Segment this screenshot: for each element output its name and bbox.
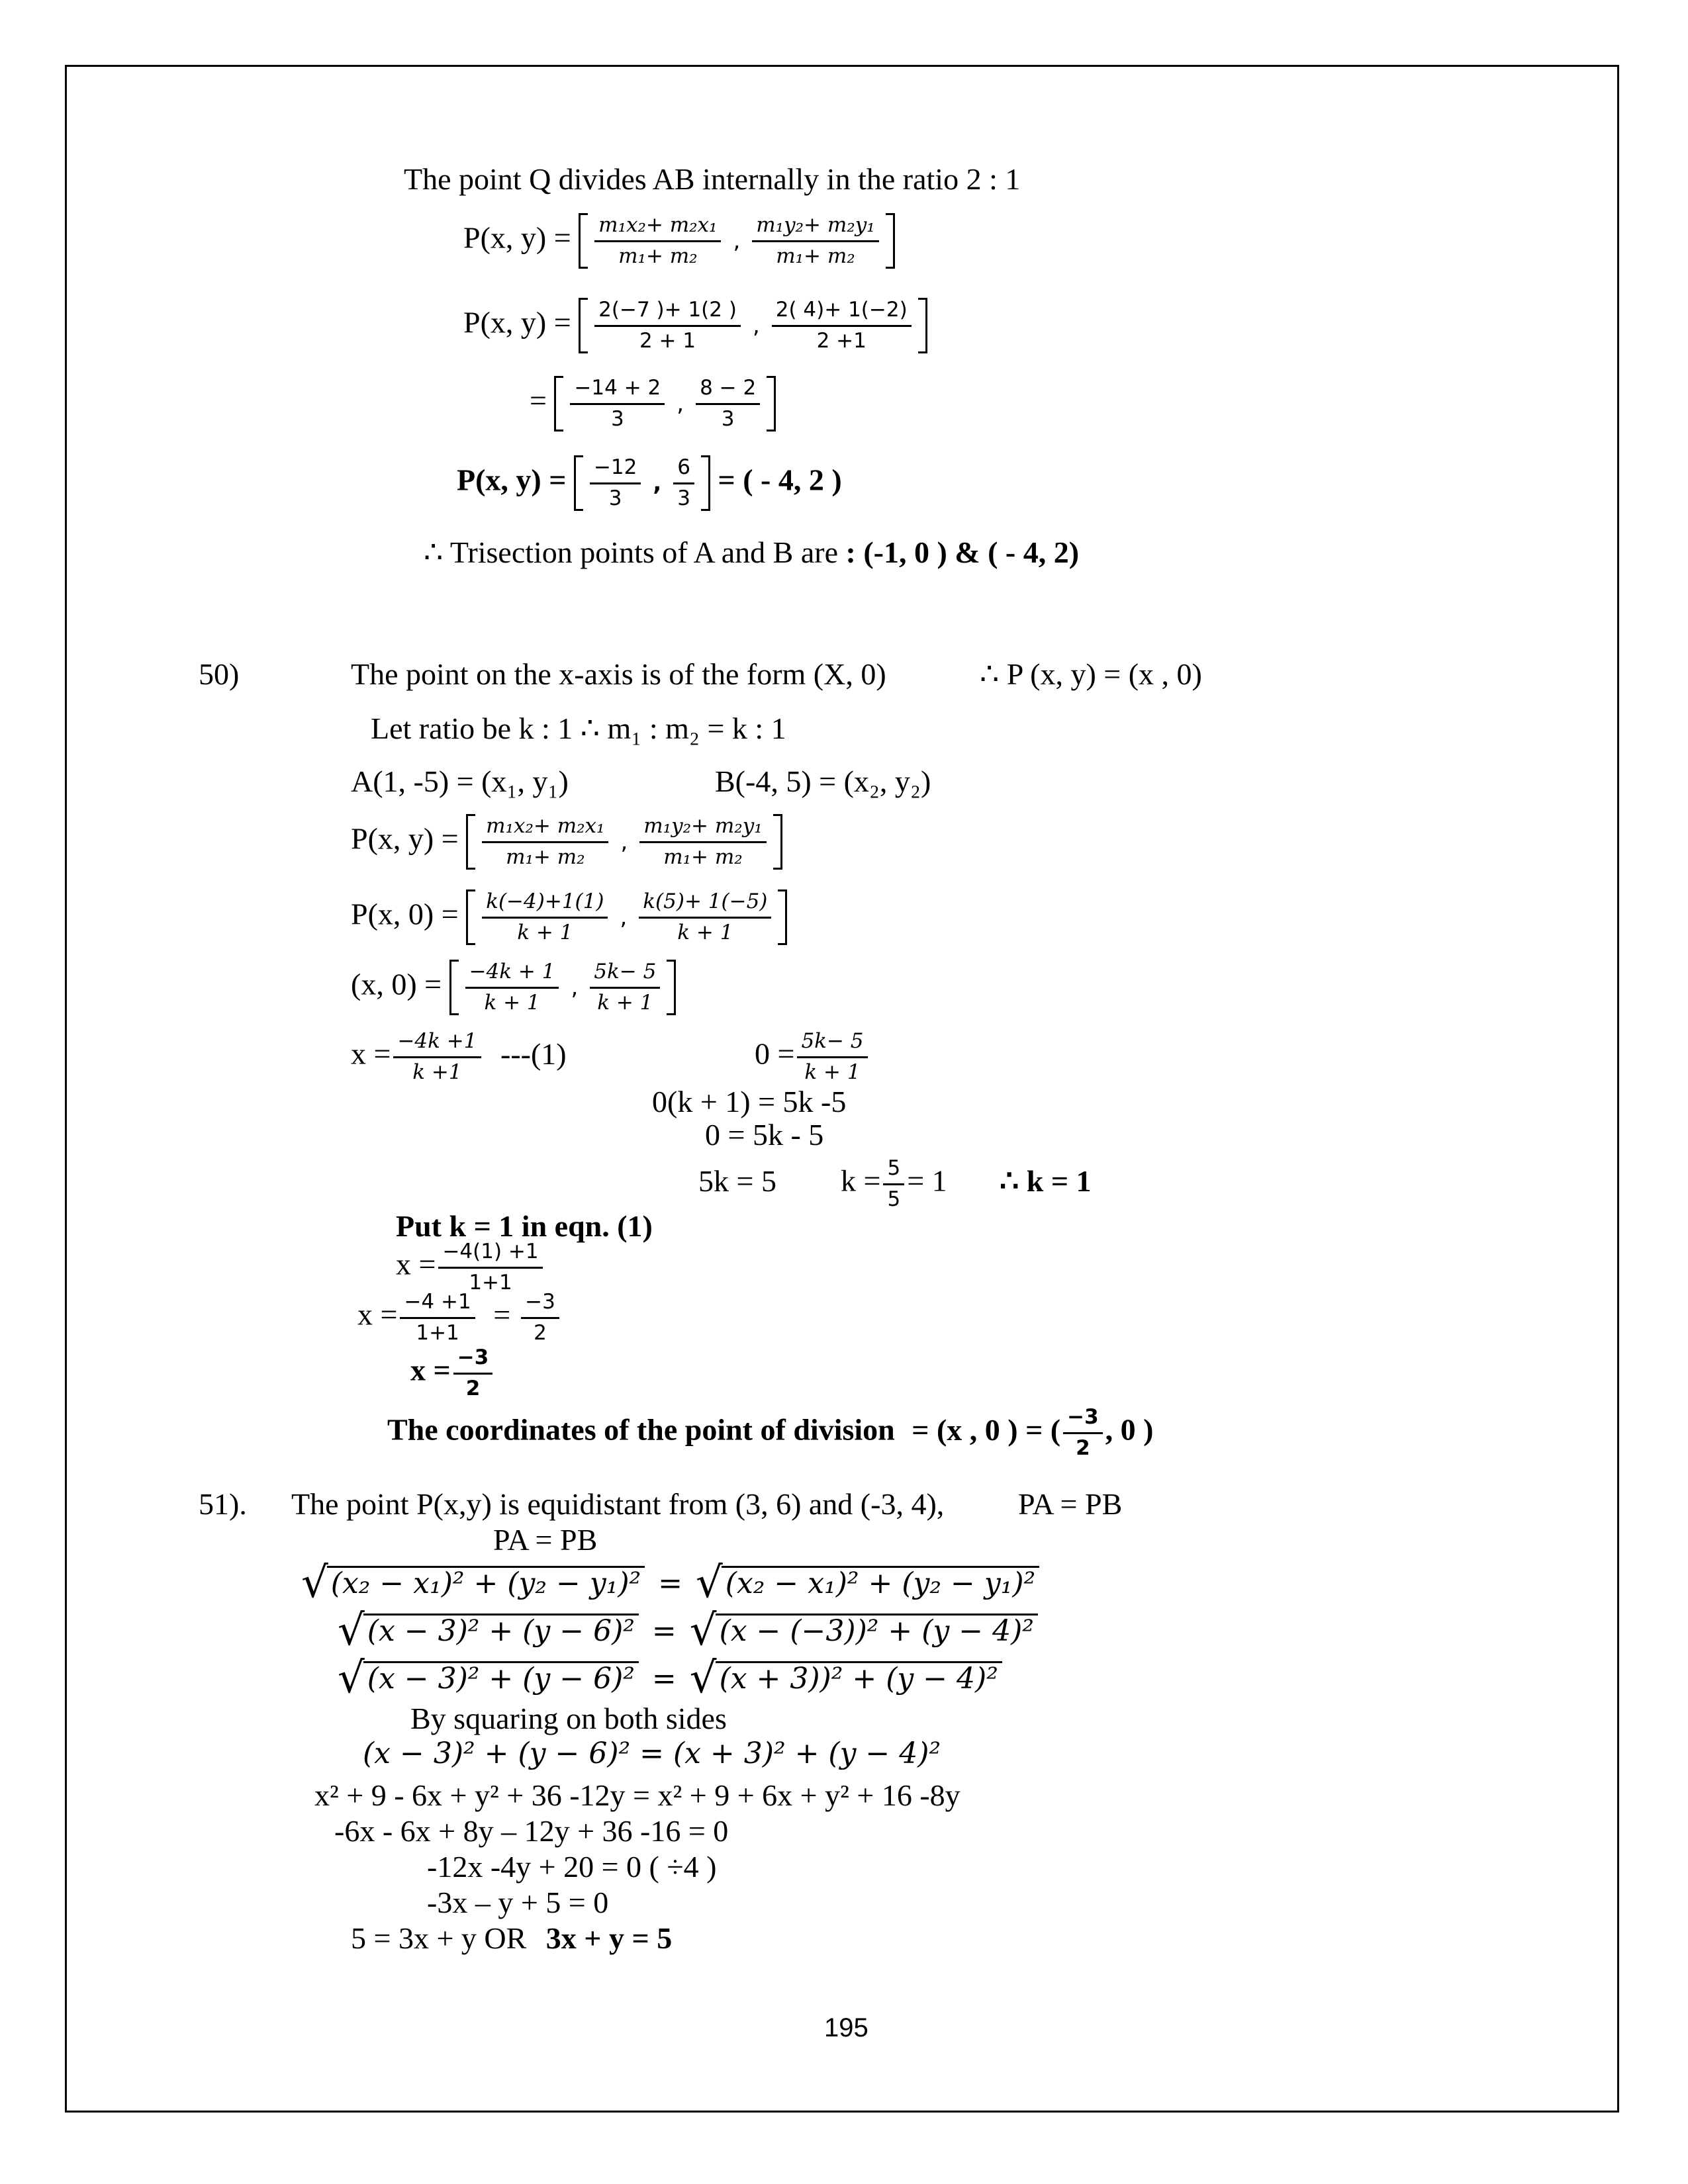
q50-point-b: B(-4, 5) = (x₂, y₂) [715, 764, 931, 798]
q51-final: 5 = 3x + y OR 3x + y = 5 [351, 1921, 673, 1955]
q50-substitution: P(x, 0) = $\frac{k(-4)+1(1)}{k + 1}$ , $\frac{k(5)+ 1(-5)}{k + 1}$ [351, 889, 787, 945]
q50-section-formula: P(x, y) = $\frac{\text{m₁x₂+ m₂x₁}}{\text{m₁+ m₂}}$ , $\frac{\text{m₁y₂+ m₂y₁}}{\text{m₁+ m₂}}$ [351, 814, 782, 870]
q51-substitution2: √(x − 3)² + (y − 6)² = √(x + 3))² + (y − 4)² [338, 1657, 1002, 1700]
q50-step3: 5k = 5 [698, 1164, 776, 1198]
q51-distance-formula: √(x₂ − x₁)² + (y₂ − y₁)² = √(x₂ − x₁)² + (y₂ − y₁)² [301, 1562, 1039, 1604]
q51-collected: -6x - 6x + 8y – 12y + 36 -16 = 0 [334, 1814, 729, 1848]
q50-point-a: A(1, -5) = (x₁, y₁) [351, 764, 569, 798]
ratio-intro: The point Q divides AB internally in the ratio 2 : 1 [404, 162, 1021, 196]
q50-k-value: k = $\frac{5}{5}$ = 1 [841, 1156, 947, 1211]
trisection-conclusion: ∴ Trisection points of A and B are : (-1, 0 ) & ( - 4, 2) [424, 535, 1080, 569]
q50-line1-right: ∴ P (x, y) = (x , 0) [980, 657, 1202, 691]
q50-final-answer: The coordinates of the point of division = (x , 0 ) = ( $\frac{-3}{2}$ , 0 ) [387, 1405, 1154, 1460]
q51-number: 51). [199, 1487, 247, 1521]
q51-squaring-note: By squaring on both sides [410, 1702, 727, 1735]
q51-line1-right: PA = PB [1018, 1487, 1123, 1521]
q51-pa-pb: PA = PB [493, 1523, 598, 1557]
q51-squared-equation: (x − 3)² + (y − 6)² = (x + 3)² + (y − 4)² [363, 1737, 941, 1770]
q50-simplify: (x, 0) = $\frac{-4k + 1}{k + 1}$ , $\frac{5k- 5}{k + 1}$ [351, 960, 676, 1015]
q51-substitution1: √(x − 3)² + (y − 6)² = √(x − (−3))² + (y − 4)² [338, 1610, 1038, 1652]
q50-x-sub2: x = $\frac{-4 +1}{1+1}$ = $\frac{-3}{2}$ [357, 1291, 562, 1345]
q50-line1: The point on the x-axis is of the form (X, 0) [351, 657, 886, 691]
q51-line1: The point P(x,y) is equidistant from (3, 6) and (-3, 4), [291, 1487, 945, 1521]
q51-simplified: -12x -4y + 20 = 0 ( ÷4 ) [427, 1850, 717, 1884]
section-formula: P(x, y) = $\frac{\text{m₁x₂+ m₂x₁}}{\text{m₁+ m₂}}$ , $\frac{\text{m₁y₂+ m₂y₁}}{\text{m₁+ m₂}}$ [463, 213, 895, 269]
q50-ratio: Let ratio be k : 1 ∴ m₁ : m₂ = k : 1 [371, 711, 786, 745]
q50-x-sub1: x = $\frac{-4(1) +1}{1+1}$ [396, 1240, 545, 1295]
q50-step1: 0(k + 1) = 5k -5 [652, 1085, 847, 1118]
page-number: 195 [824, 2013, 868, 2042]
q50-put-k: Put k = 1 in eqn. (1) [396, 1209, 653, 1243]
q50-x-result: x = $\frac{-3}{2}$ [410, 1346, 495, 1400]
q50-x-equation: x = $\frac{-4k +1}{k +1}$ ---(1) [351, 1029, 567, 1084]
simplify-line: = $\frac{-14 + 2}{3}$ , $\frac{8 - 2}{3}$ [530, 376, 776, 432]
substitution-line: P(x, y) = $\frac{2(-7 )+ 1(2 )}{2 + 1}$ , $\frac{2( 4)+ 1(-2)}{2 +1}$ [463, 298, 927, 353]
q50-zero-equation: 0 = $\frac{5k- 5}{k + 1}$ [755, 1030, 870, 1084]
q50-number: 50) [199, 657, 240, 691]
q51-expanded: x² + 9 - 6x + y² + 36 -12y = x² + 9 + 6x + y² + 16 -8y [314, 1778, 961, 1812]
q50-k-result: ∴ k = 1 [1000, 1164, 1092, 1198]
result-line: P(x, y) = $\frac{-12}{3}$ , $\frac{6}{3}$ = ( - 4, 2 ) [457, 455, 842, 510]
q51-reduced: -3x – y + 5 = 0 [427, 1886, 609, 1919]
q50-step2: 0 = 5k - 5 [705, 1118, 824, 1152]
